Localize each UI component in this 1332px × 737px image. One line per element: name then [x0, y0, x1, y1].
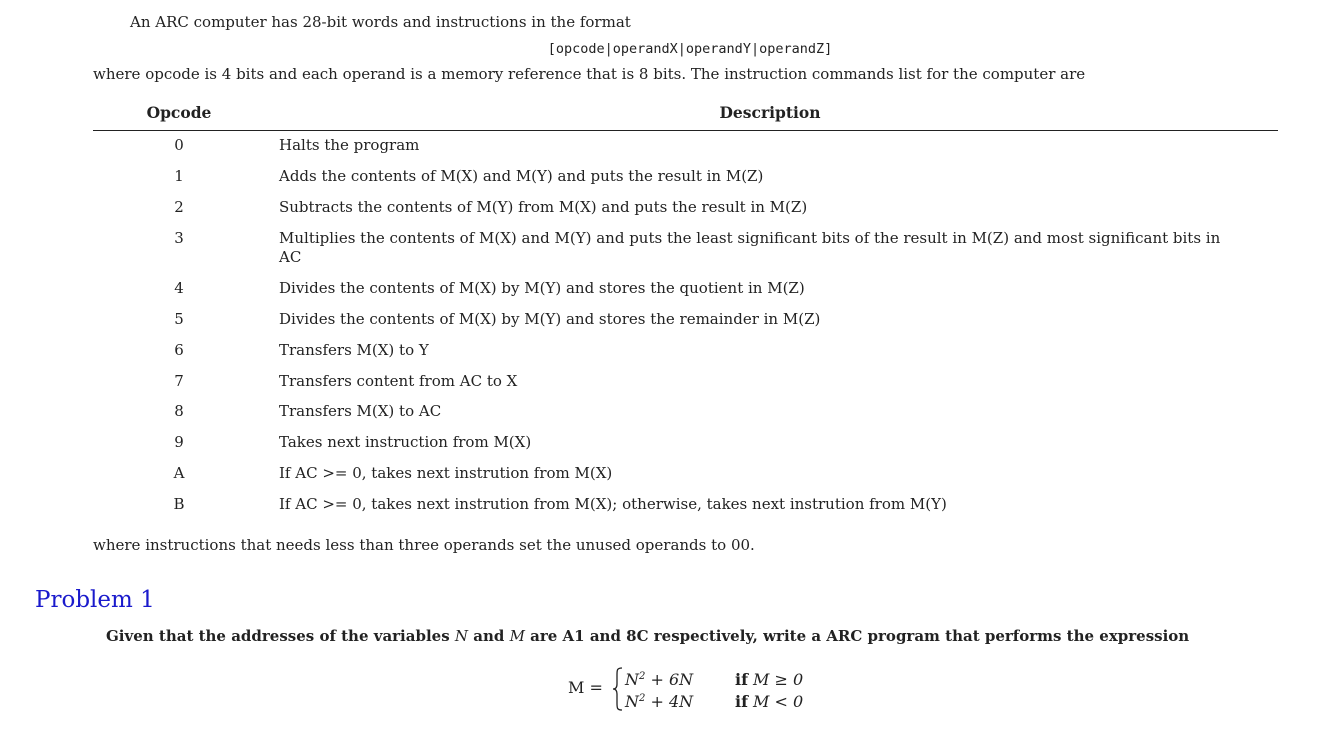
opcode-cell: 8	[174, 402, 184, 420]
description-cell: Takes next instruction from M(X)	[279, 433, 532, 451]
description-cell: Adds the contents of M(X) and M(Y) and puts the result in M(Z)	[279, 167, 764, 185]
equation-lhs: M =	[568, 678, 603, 697]
problem-text-part: and	[468, 627, 510, 645]
opcode-cell: 7	[174, 372, 184, 390]
description-cell: Transfers M(X) to AC	[279, 402, 442, 420]
description-cell: Transfers content from AC to X	[279, 372, 518, 390]
case-rest: + 4N	[645, 692, 694, 711]
table-header-opcode: Opcode	[146, 103, 212, 122]
opcode-explanation: where opcode is 4 bits and each operand is a memory reference that is 8 bits. The instruction commands list for the computer are	[93, 65, 1086, 83]
intro-text: An ARC computer has 28-bit words and instructions in the format	[130, 13, 631, 31]
description-cell: Transfers M(X) to Y	[279, 341, 429, 359]
description-cell: Multiplies the contents of M(X) and M(Y) and puts the least significant bits of the result in M(Z) and most significant bits in AC	[279, 229, 1221, 266]
instruction-format: [opcode|operandX|operandY|operandZ]	[547, 41, 833, 57]
opcode-cell: 4	[174, 279, 184, 297]
left-brace-icon	[612, 667, 624, 711]
equation-case	[625, 670, 803, 689]
opcode-cell: 9	[174, 433, 184, 451]
case-base: N	[625, 670, 639, 689]
opcode-cell: 3	[174, 229, 184, 247]
description-cell: Halts the program	[279, 136, 420, 154]
problem-text-part: Given that the addresses of the variables	[106, 627, 455, 645]
case-rest: + 6N	[645, 670, 694, 689]
case-condition: M < 0	[747, 692, 804, 711]
unused-operands-note: where instructions that needs less than three operands set the unused operands to 00.	[93, 536, 755, 554]
variable-n: N	[454, 627, 468, 645]
opcode-cell: 0	[174, 136, 184, 154]
opcode-cell: A	[173, 464, 185, 482]
case-exponent: 2	[639, 671, 646, 682]
equation-case	[625, 692, 803, 711]
problem-heading: Problem 1	[35, 587, 155, 613]
opcode-cell: 6	[174, 341, 184, 359]
case-if-keyword: if	[735, 670, 748, 689]
description-cell: Divides the contents of M(X) by M(Y) and stores the remainder in M(Z)	[279, 310, 821, 328]
table-header-description: Description	[719, 103, 821, 122]
problem-statement	[106, 626, 1291, 646]
opcode-cell: 1	[174, 167, 184, 185]
description-cell: If AC >= 0, takes next instrution from M(X); otherwise, takes next instrution from M(Y)	[279, 495, 947, 513]
case-condition: M ≥ 0	[747, 670, 804, 689]
variable-m: M	[509, 627, 525, 645]
opcode-cell: B	[173, 495, 185, 513]
case-base: N	[625, 692, 639, 711]
description-cell: If AC >= 0, takes next instrution from M(X)	[279, 464, 613, 482]
table-header-rule	[93, 130, 1278, 131]
description-cell: Subtracts the contents of M(Y) from M(X) and puts the result in M(Z)	[279, 198, 808, 216]
case-if-keyword: if	[735, 692, 748, 711]
description-cell: Divides the contents of M(X) by M(Y) and stores the quotient in M(Z)	[279, 279, 805, 297]
problem-text-part: are A1 and 8C respectively, write a ARC program that performs the expression	[524, 627, 1190, 645]
case-exponent: 2	[639, 693, 646, 704]
opcode-cell: 2	[174, 198, 184, 216]
opcode-cell: 5	[174, 310, 184, 328]
